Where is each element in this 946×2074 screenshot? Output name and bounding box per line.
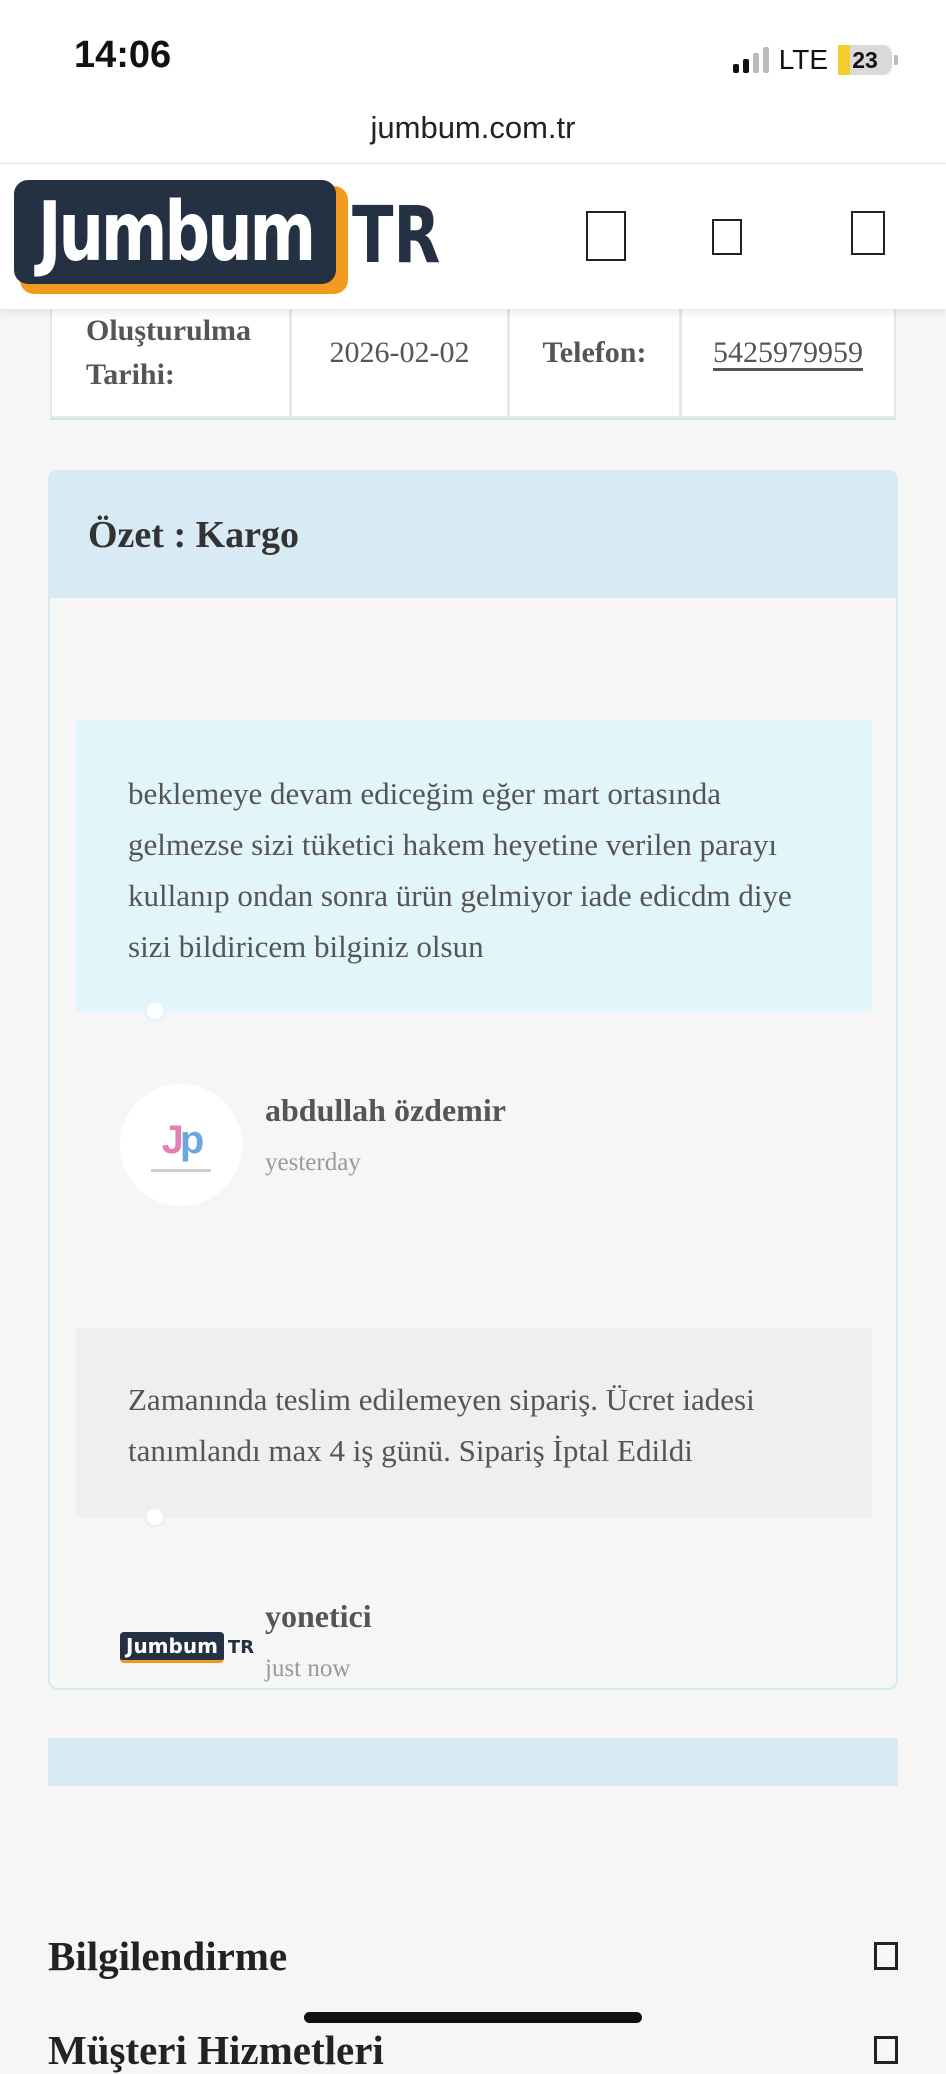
account-icon[interactable] <box>586 211 626 261</box>
message-author <box>265 1092 506 1177</box>
created-value: 2026-02-02 <box>329 336 470 369</box>
section-title: Müşteri Hizmetleri <box>48 2027 384 2073</box>
summary-header <box>50 472 896 598</box>
expand-icon[interactable] <box>874 2036 898 2064</box>
status-indicators <box>733 44 898 76</box>
message-bubble: beklemeye devam ediceğim eğer mart ortasında gelmezse sizi tüketici hakem heyetine verilen parayı kullanıp ondan sonra ürün gelmiyor iade edicdm diye sizi bildiricem bilginiz olsun <box>76 720 872 1012</box>
message-author <box>265 1598 372 1683</box>
created-label: Oluşturulma Tarihi: <box>86 314 252 391</box>
site-header <box>0 164 946 309</box>
message-time: yesterday <box>265 1149 361 1176</box>
search-icon[interactable] <box>712 219 742 255</box>
author-name: yonetici <box>265 1598 372 1634</box>
cart-icon[interactable] <box>851 211 885 255</box>
message-time: just now <box>265 1655 351 1682</box>
author-name: abdullah özdemir <box>265 1092 506 1128</box>
admin-avatar: Jumbum TR <box>120 1632 254 1663</box>
site-logo[interactable] <box>14 180 465 292</box>
signal-icon <box>733 47 769 73</box>
summary-panel <box>48 470 898 1690</box>
summary-title: Özet : Kargo <box>88 514 300 556</box>
status-time: 14:06 <box>74 34 172 76</box>
timeline-dot <box>144 1506 166 1528</box>
section-bilgilendirme[interactable] <box>48 1932 898 1980</box>
section-musteri-hizmetleri[interactable] <box>48 2026 898 2074</box>
message-bubble: Zamanında teslim edilemeyen sipariş. Ücret iadesi tanımlandı max 4 iş günü. Sipariş İptal Edildi <box>76 1328 872 1518</box>
order-info-table <box>50 290 896 418</box>
logo-suffix: TR <box>352 191 441 281</box>
phone-link[interactable]: 5425979959 <box>713 336 863 369</box>
battery-level: 23 <box>852 47 878 73</box>
timeline-dot <box>144 1000 166 1022</box>
battery-icon <box>838 45 898 75</box>
url-text[interactable]: jumbum.com.tr <box>370 110 576 145</box>
phone-label: Telefon: <box>542 336 647 369</box>
status-bar <box>0 0 946 110</box>
panel-footer-strip <box>48 1738 898 1786</box>
customer-avatar: Jp <box>120 1084 242 1206</box>
section-title: Bilgilendirme <box>48 1933 288 1979</box>
home-indicator[interactable] <box>304 2012 642 2023</box>
expand-icon[interactable] <box>874 1942 898 1970</box>
network-label: LTE <box>778 44 828 75</box>
logo-text: Jumbum <box>37 184 313 280</box>
